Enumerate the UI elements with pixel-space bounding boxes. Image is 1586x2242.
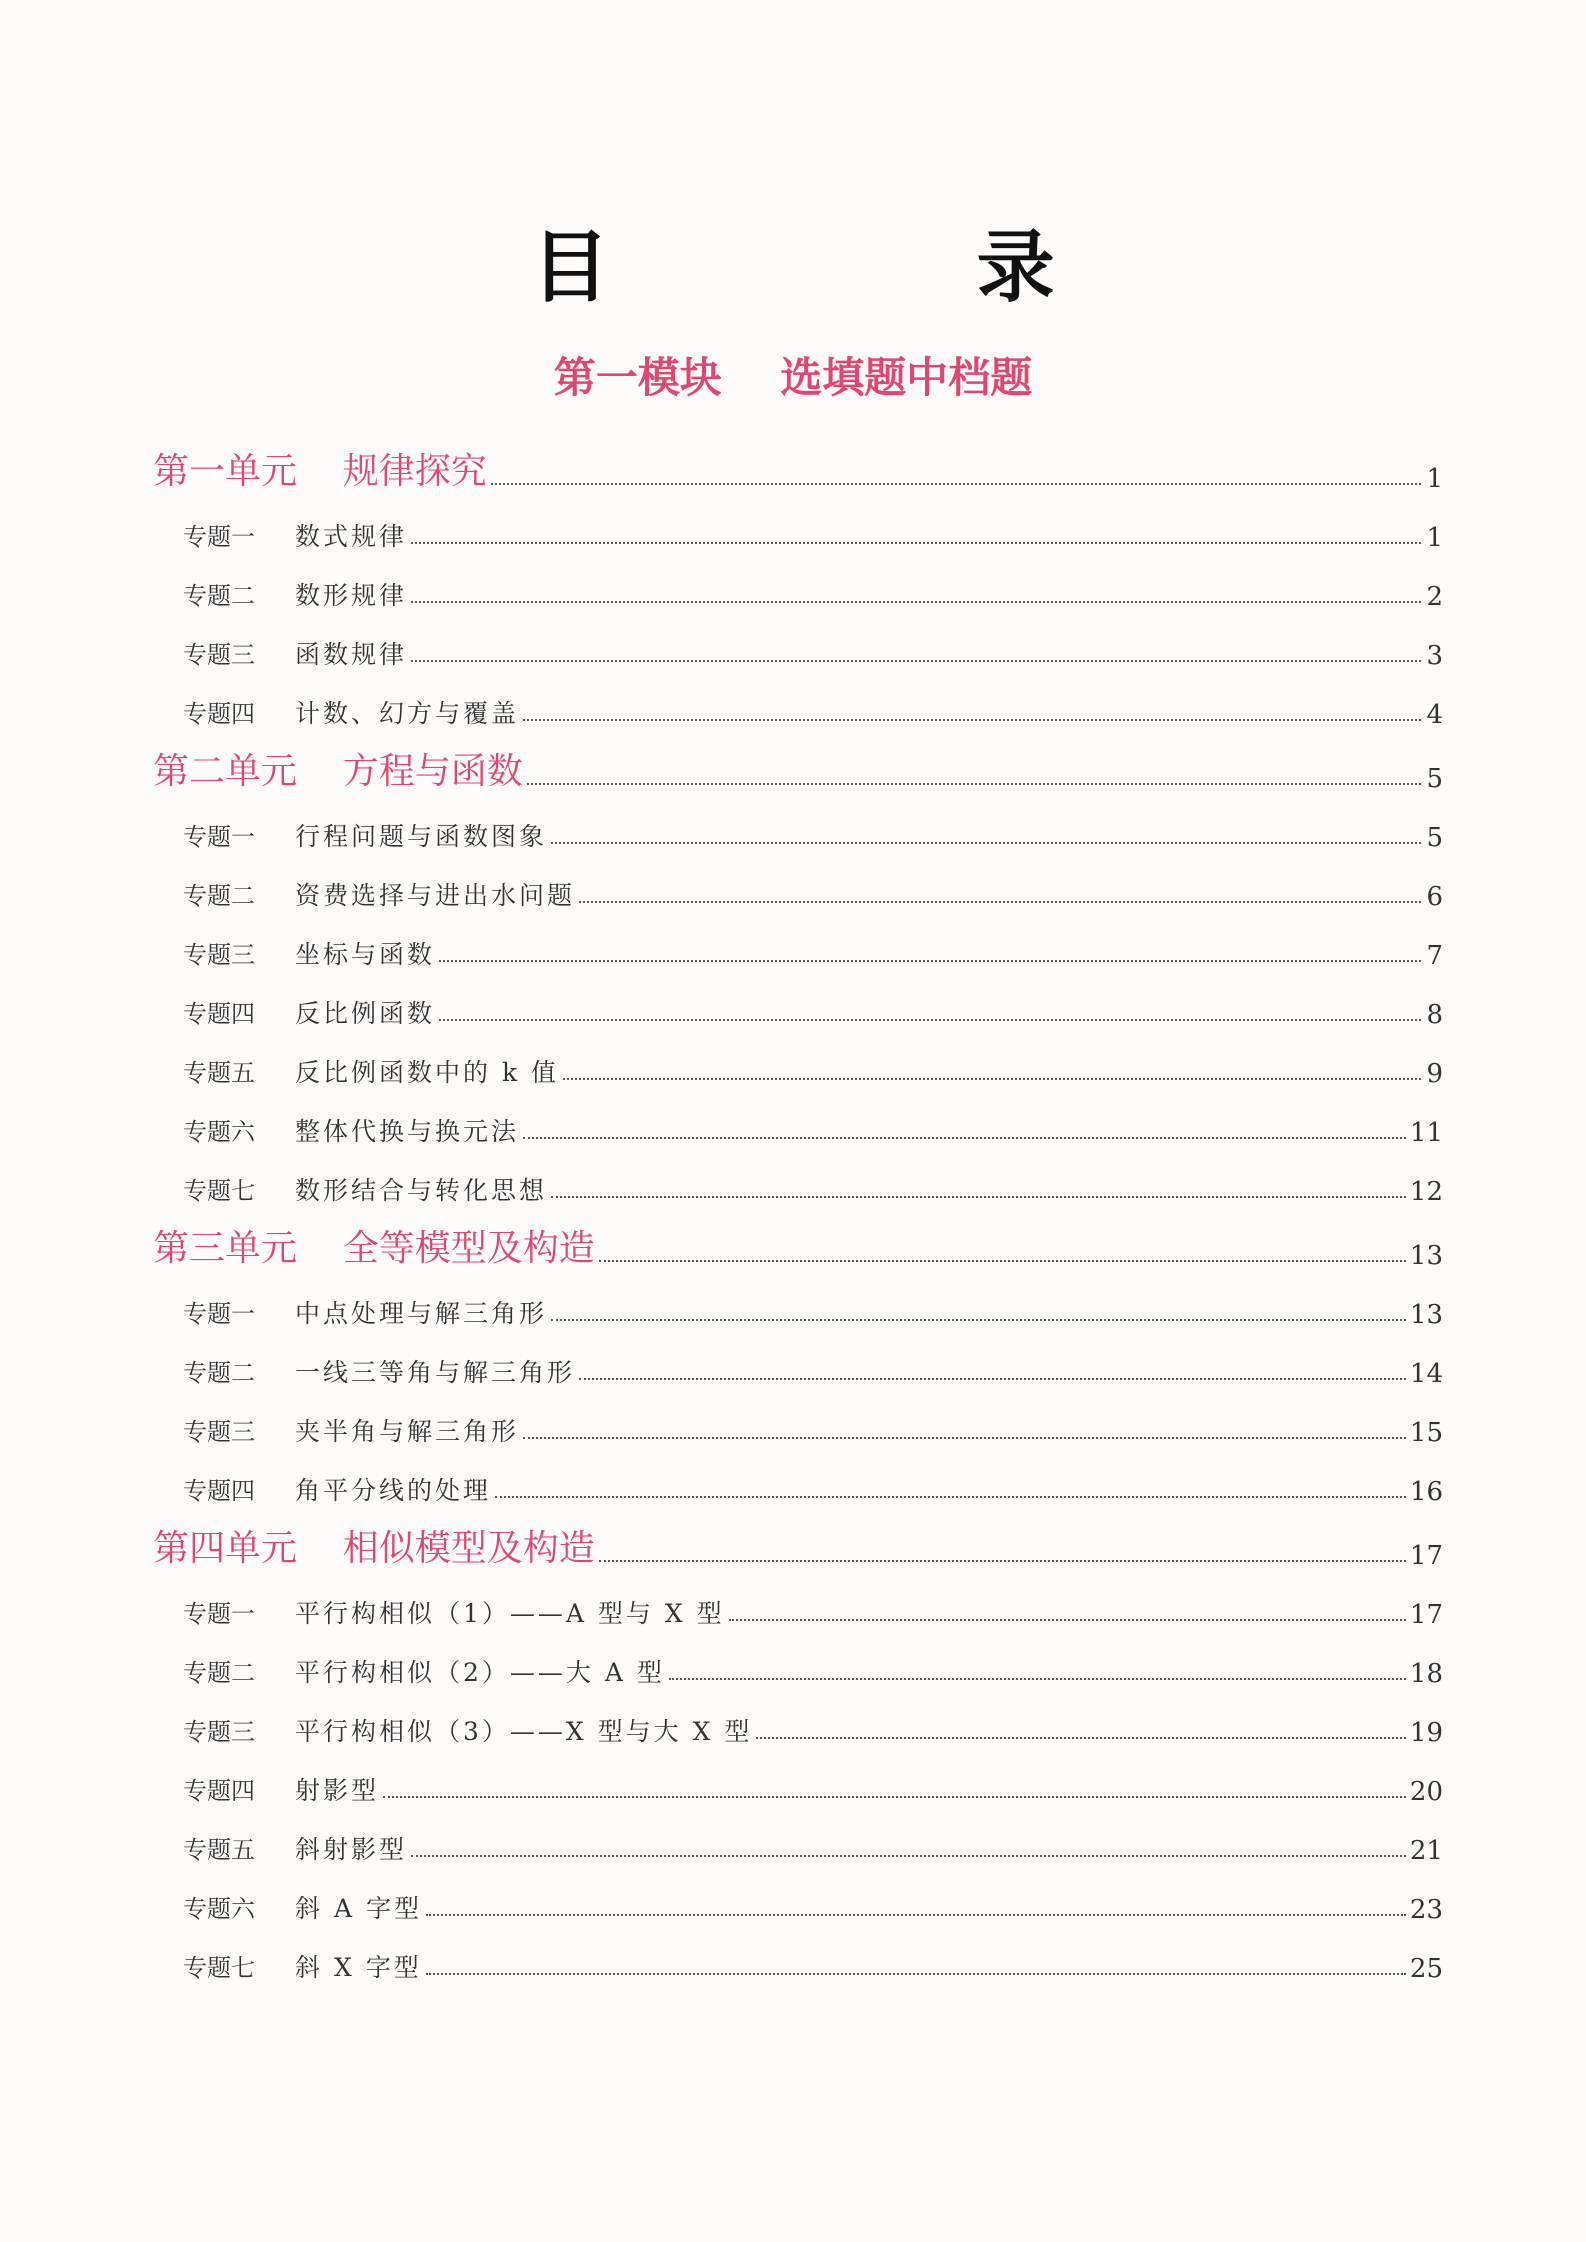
page-number: 6 xyxy=(1426,882,1443,912)
topic-title: 行程问题与函数图象 xyxy=(295,822,548,851)
topic-number: 专题一 xyxy=(183,1300,255,1328)
topic-entry[interactable] xyxy=(153,553,1443,612)
topic-entry[interactable] xyxy=(153,1689,1443,1748)
unit-title: 第一单元 规律探究 xyxy=(153,451,487,492)
page-number: 19 xyxy=(1409,1718,1443,1748)
unit-title: 第三单元 全等模型及构造 xyxy=(153,1228,595,1269)
topic-title: 函数规律 xyxy=(295,640,408,669)
leader-dots xyxy=(669,1678,1406,1680)
topic-entry[interactable] xyxy=(153,971,1443,1030)
topic-title: 中点处理与解三角形 xyxy=(295,1299,548,1328)
page-number: 5 xyxy=(1426,764,1443,794)
leader-dots xyxy=(599,1260,1406,1262)
topic-entry[interactable] xyxy=(153,1389,1443,1448)
topic-entry[interactable] xyxy=(153,1448,1443,1507)
leader-dots xyxy=(439,1019,1421,1021)
topic-title: 计数、幻方与覆盖 xyxy=(295,699,520,728)
topic-number: 专题四 xyxy=(183,1000,255,1028)
page-number: 4 xyxy=(1426,700,1443,730)
leader-dots xyxy=(411,601,1421,603)
page-number: 1 xyxy=(1426,464,1443,494)
topic-title: 反比例函数 xyxy=(295,999,436,1028)
topic-number: 专题三 xyxy=(183,1718,255,1746)
table-of-contents xyxy=(153,430,1443,1984)
topic-number: 专题四 xyxy=(183,700,255,728)
topic-entry[interactable] xyxy=(153,1925,1443,1984)
leader-dots xyxy=(523,1437,1406,1439)
topic-entry[interactable] xyxy=(153,1571,1443,1630)
unit-entry[interactable] xyxy=(153,1515,1443,1571)
topic-title: 资费选择与进出水问题 xyxy=(295,881,576,910)
page-number: 13 xyxy=(1409,1300,1443,1330)
page-number: 5 xyxy=(1426,823,1443,853)
topic-title: 射影型 xyxy=(295,1776,380,1805)
leader-dots xyxy=(756,1737,1406,1739)
leader-dots xyxy=(383,1796,1406,1798)
topic-entry[interactable] xyxy=(153,1030,1443,1089)
topic-title: 数形结合与转化思想 xyxy=(295,1176,548,1205)
leader-dots xyxy=(579,1378,1406,1380)
module-heading: 第一模块 选填题中档题 xyxy=(553,353,1033,402)
leader-dots xyxy=(426,1914,1406,1916)
leader-dots xyxy=(411,542,1421,544)
leader-dots xyxy=(411,660,1421,662)
topic-title: 一线三等角与解三角形 xyxy=(295,1358,576,1387)
page-title: 目 录 xyxy=(531,222,1225,313)
unit-title: 第二单元 方程与函数 xyxy=(153,751,523,792)
topic-title: 平行构相似（1）——A 型与 X 型 xyxy=(295,1599,725,1628)
unit-entry[interactable] xyxy=(153,1215,1443,1271)
leader-dots xyxy=(426,1973,1406,1975)
topic-number: 专题六 xyxy=(183,1118,255,1146)
page-number: 12 xyxy=(1409,1177,1443,1207)
topic-number: 专题二 xyxy=(183,582,255,610)
topic-title: 平行构相似（2）——大 A 型 xyxy=(295,1658,665,1687)
page-number: 1 xyxy=(1426,523,1443,553)
topic-number: 专题六 xyxy=(183,1895,255,1923)
topic-title: 平行构相似（3）——X 型与大 X 型 xyxy=(295,1717,753,1746)
topic-entry[interactable] xyxy=(153,1089,1443,1148)
topic-entry[interactable] xyxy=(153,494,1443,553)
page-number: 2 xyxy=(1426,582,1443,612)
topic-number: 专题七 xyxy=(183,1177,255,1205)
topic-number: 专题三 xyxy=(183,1418,255,1446)
topic-title: 坐标与函数 xyxy=(295,940,436,969)
topic-entry[interactable] xyxy=(153,1866,1443,1925)
page-number: 9 xyxy=(1426,1059,1443,1089)
topic-number: 专题二 xyxy=(183,882,255,910)
topic-entry[interactable] xyxy=(153,1748,1443,1807)
topic-entry[interactable] xyxy=(153,794,1443,853)
page-number: 18 xyxy=(1409,1659,1443,1689)
topic-number: 专题一 xyxy=(183,1600,255,1628)
page-number: 23 xyxy=(1409,1895,1443,1925)
page-number: 20 xyxy=(1409,1777,1443,1807)
leader-dots xyxy=(551,1196,1406,1198)
leader-dots xyxy=(495,1496,1406,1498)
leader-dots xyxy=(411,1855,1406,1857)
topic-number: 专题五 xyxy=(183,1059,255,1087)
page-number: 3 xyxy=(1426,641,1443,671)
topic-number: 专题一 xyxy=(183,823,255,851)
unit-title: 第四单元 相似模型及构造 xyxy=(153,1528,595,1569)
topic-title: 数式规律 xyxy=(295,522,408,551)
topic-title: 斜 A 字型 xyxy=(295,1894,422,1923)
topic-entry[interactable] xyxy=(153,1807,1443,1866)
page-number: 11 xyxy=(1409,1118,1443,1148)
leader-dots xyxy=(491,483,1421,485)
page-number: 7 xyxy=(1426,941,1443,971)
page-number: 15 xyxy=(1409,1418,1443,1448)
topic-entry[interactable] xyxy=(153,1271,1443,1330)
leader-dots xyxy=(523,719,1421,721)
page-number: 25 xyxy=(1409,1954,1443,1984)
topic-title: 夹半角与解三角形 xyxy=(295,1417,520,1446)
topic-entry[interactable] xyxy=(153,671,1443,730)
topic-entry[interactable] xyxy=(153,612,1443,671)
topic-number: 专题七 xyxy=(183,1954,255,1982)
page-number: 21 xyxy=(1409,1836,1443,1866)
topic-entry[interactable] xyxy=(153,912,1443,971)
topic-title: 角平分线的处理 xyxy=(295,1476,492,1505)
leader-dots xyxy=(551,842,1421,844)
topic-entry[interactable] xyxy=(153,1148,1443,1207)
leader-dots xyxy=(551,1319,1406,1321)
topic-number: 专题二 xyxy=(183,1359,255,1387)
leader-dots xyxy=(563,1078,1421,1080)
page-number: 17 xyxy=(1409,1600,1443,1630)
topic-number: 专题三 xyxy=(183,941,255,969)
topic-number: 专题三 xyxy=(183,641,255,669)
topic-title: 反比例函数中的 k 值 xyxy=(295,1058,560,1087)
topic-title: 数形规律 xyxy=(295,581,408,610)
topic-number: 专题四 xyxy=(183,1477,255,1505)
leader-dots xyxy=(527,783,1421,785)
topic-title: 斜射影型 xyxy=(295,1835,408,1864)
topic-entry[interactable] xyxy=(153,853,1443,912)
topic-number: 专题二 xyxy=(183,1659,255,1687)
topic-number: 专题五 xyxy=(183,1836,255,1864)
page-number: 14 xyxy=(1409,1359,1443,1389)
page-number: 13 xyxy=(1409,1241,1443,1271)
unit-entry[interactable] xyxy=(153,438,1443,494)
topic-number: 专题一 xyxy=(183,523,255,551)
leader-dots xyxy=(599,1560,1406,1562)
leader-dots xyxy=(729,1619,1406,1621)
page-number: 8 xyxy=(1426,1000,1443,1030)
topic-entry[interactable] xyxy=(153,1630,1443,1689)
topic-entry[interactable] xyxy=(153,1330,1443,1389)
leader-dots xyxy=(523,1137,1406,1139)
page-number: 16 xyxy=(1409,1477,1443,1507)
leader-dots xyxy=(579,901,1421,903)
page-number: 17 xyxy=(1409,1541,1443,1571)
unit-entry[interactable] xyxy=(153,738,1443,794)
topic-title: 斜 X 字型 xyxy=(295,1953,422,1982)
topic-number: 专题四 xyxy=(183,1777,255,1805)
topic-title: 整体代换与换元法 xyxy=(295,1117,520,1146)
leader-dots xyxy=(439,960,1421,962)
